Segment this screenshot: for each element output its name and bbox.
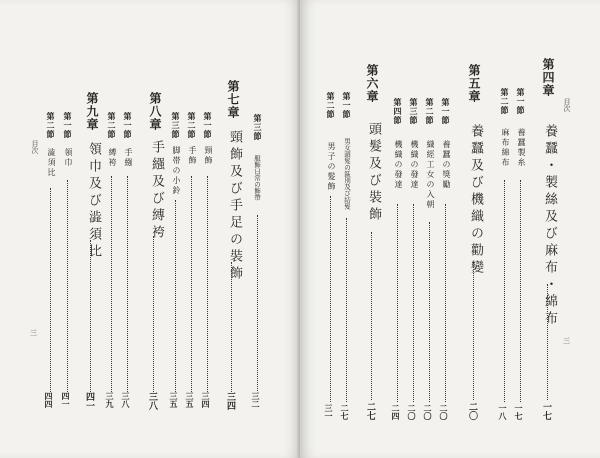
page-number: 三二 (251, 392, 261, 408)
right-folio: 三 (563, 337, 570, 345)
section-title: 服飾日常の飾帶 (253, 155, 261, 201)
section-number: 第三節 (409, 98, 419, 125)
page-number: 三九 (105, 392, 115, 408)
section-number: 第四節 (393, 98, 403, 125)
section-title: 機織の發達 (394, 140, 403, 190)
section-title: 麻布綿布 (501, 128, 510, 168)
chapter-title: 手繦及び縛袴 (149, 140, 164, 242)
right-running-head: 目次 (563, 98, 571, 112)
dot-leader (127, 176, 128, 392)
chapter-number: 第八章 (148, 92, 162, 131)
dot-leader (67, 180, 68, 392)
page-number: 二〇 (423, 404, 433, 420)
dot-leader (111, 176, 112, 392)
page-number: 一七 (514, 404, 524, 420)
chapter-number: 第九章 (85, 92, 99, 131)
dot-leader (397, 204, 398, 402)
dot-leader (257, 215, 258, 391)
page-number: 一八 (498, 404, 508, 420)
page-number: 三五 (185, 392, 195, 408)
dot-leader (413, 204, 414, 402)
page-number: 二七 (340, 404, 350, 420)
section-number: 第三節 (171, 112, 181, 139)
page-number: 二〇 (407, 404, 417, 420)
left-folio: 三 (30, 329, 37, 337)
page-number: 四四 (44, 392, 54, 408)
page-number: 二四 (391, 404, 401, 420)
left-running-head: 目次 (31, 140, 39, 154)
page-number: 四一 (84, 392, 94, 410)
page-number: 三五 (169, 392, 179, 408)
dot-leader (191, 176, 192, 392)
page-number: 三四 (225, 392, 235, 410)
dot-leader (520, 180, 521, 402)
chapter-title: 領巾及び澁須比 (86, 142, 101, 261)
dot-leader (231, 262, 232, 392)
section-title: 機織の發達 (410, 140, 419, 190)
dot-leader (346, 218, 347, 402)
page-number: 二〇 (439, 404, 449, 420)
section-number: 第一節 (342, 92, 352, 119)
section-title: 織經工女の入朝 (426, 140, 435, 210)
section-number: 第二節 (500, 88, 510, 115)
page-number: 二〇 (467, 402, 477, 420)
chapter-title: 頸飾及び手足の裝飾 (227, 130, 242, 283)
page-number: 四一 (61, 392, 71, 408)
dot-leader (429, 222, 430, 402)
section-number: 第一節 (203, 112, 213, 139)
dot-leader (371, 232, 372, 400)
section-title: 養蠶の獎勵 (442, 140, 451, 190)
section-number: 第三節 (253, 114, 263, 141)
section-number: 第一節 (123, 112, 133, 139)
dot-leader (90, 240, 91, 392)
chapter-number: 第七章 (226, 80, 240, 119)
section-title: 領巾 (64, 148, 73, 168)
section-title: 手繦 (124, 148, 133, 168)
page-number: 一七 (541, 402, 551, 420)
section-number: 第一節 (441, 98, 451, 125)
page-number: 三四 (201, 392, 211, 408)
section-title: 手飾 (188, 146, 197, 166)
dot-leader (547, 284, 548, 400)
chapter-title: 頭髮及び裝飾 (366, 122, 381, 224)
section-title: 養蠶製糸 (517, 128, 526, 168)
dot-leader (330, 196, 331, 402)
section-title: 頸飾 (204, 146, 213, 166)
right-page (300, 0, 600, 458)
page-number: 二七 (365, 402, 375, 420)
section-title: 縛袴 (108, 148, 117, 168)
section-number: 第二節 (107, 112, 117, 139)
dot-leader (175, 200, 176, 392)
section-title: 脚帯の小鈴 (172, 146, 181, 196)
chapter-number: 第五章 (467, 64, 481, 103)
section-number: 第一節 (63, 112, 73, 139)
chapter-number: 第六章 (365, 64, 379, 103)
section-number: 第二節 (326, 92, 336, 119)
dot-leader (207, 176, 208, 392)
dot-leader (50, 188, 51, 392)
chapter-title: 養蠶及び機織の勸變 (468, 124, 483, 277)
dot-leader (504, 180, 505, 402)
section-number: 第一節 (516, 88, 526, 115)
page-number: 三八 (147, 392, 157, 410)
section-number: 第二節 (46, 112, 56, 139)
section-number: 第二節 (187, 112, 197, 139)
section-title: 男子の髮飾 (327, 142, 336, 192)
section-number: 第二節 (425, 98, 435, 125)
page-number: 三八 (121, 392, 131, 408)
dot-leader (153, 236, 154, 392)
chapter-title: 養蠶・製絲及び麻布・綿布 (542, 124, 557, 328)
dot-leader (445, 204, 446, 402)
dot-leader (473, 262, 474, 400)
page-number: 三一 (324, 404, 334, 420)
section-title: 男女頭髮の區別及び結髮 (343, 138, 351, 210)
section-title: 澁須比 (47, 148, 56, 178)
chapter-number: 第四章 (541, 58, 555, 97)
